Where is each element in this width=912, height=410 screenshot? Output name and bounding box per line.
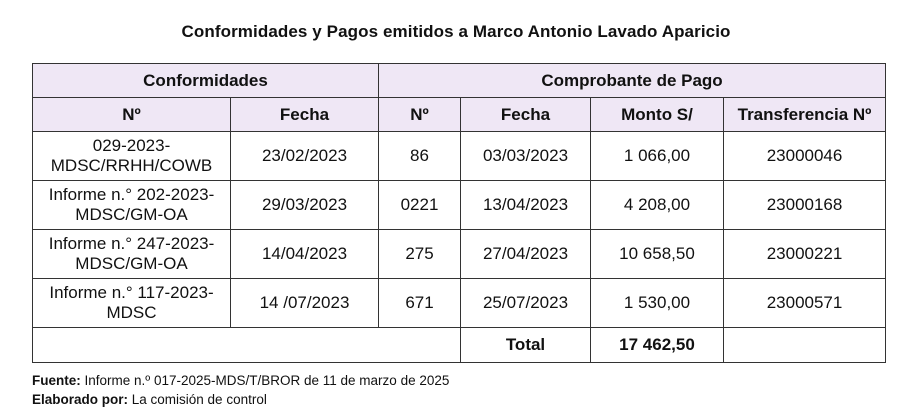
cell-pago-no: 671 [379, 279, 461, 328]
cell-monto: 1 530,00 [591, 279, 724, 328]
cell-conf-no: Informe n.° 202-2023-MDSC/GM-OA [33, 181, 231, 230]
cell-conf-fecha: 14/04/2023 [231, 230, 379, 279]
group-header-conformidades: Conformidades [33, 64, 379, 98]
cell-pago-no: 275 [379, 230, 461, 279]
table-row [33, 279, 886, 328]
cell-pago-no: 86 [379, 132, 461, 181]
column-header-row [33, 98, 886, 132]
cell-pago-fecha: 27/04/2023 [461, 230, 591, 279]
cell-conf-no: 029-2023-MDSC/RRHH/COWB [33, 132, 231, 181]
cell-pago-fecha: 03/03/2023 [461, 132, 591, 181]
prepared-label: Elaborado por: [32, 392, 129, 407]
cell-monto: 4 208,00 [591, 181, 724, 230]
cell-monto: 1 066,00 [591, 132, 724, 181]
cell-transferencia: 23000571 [724, 279, 886, 328]
cell-transferencia: 23000046 [724, 132, 886, 181]
cell-transferencia: 23000221 [724, 230, 886, 279]
column-header-pago-no: Nº [379, 98, 461, 132]
source-label: Fuente: [32, 373, 81, 388]
source-text: Informe n.º 017-2025-MDS/T/BROR de 11 de marzo de 2025 [80, 373, 450, 388]
payments-table [32, 63, 886, 363]
prepared-text: La comisión de control [128, 392, 267, 407]
cell-pago-fecha: 13/04/2023 [461, 181, 591, 230]
column-header-transferencia: Transferencia Nº [724, 98, 886, 132]
total-value: 17 462,50 [591, 328, 724, 363]
table-row [33, 181, 886, 230]
cell-conf-fecha: 29/03/2023 [231, 181, 379, 230]
total-label: Total [461, 328, 591, 363]
group-header-comprobante: Comprobante de Pago [379, 64, 886, 98]
total-row-blank [33, 328, 461, 363]
column-header-conf-no: Nº [33, 98, 231, 132]
cell-transferencia: 23000168 [724, 181, 886, 230]
group-header-row [33, 64, 886, 98]
cell-pago-no: 0221 [379, 181, 461, 230]
cell-conf-fecha: 14 /07/2023 [231, 279, 379, 328]
cell-monto: 10 658,50 [591, 230, 724, 279]
column-header-conf-fecha: Fecha [231, 98, 379, 132]
prepared-by-note [32, 392, 267, 407]
cell-conf-no: Informe n.° 117-2023-MDSC [33, 279, 231, 328]
table-row [33, 132, 886, 181]
column-header-pago-fecha: Fecha [461, 98, 591, 132]
total-row-blank-end [724, 328, 886, 363]
document-title: Conformidades y Pagos emitidos a Marco Antonio Lavado Aparicio [181, 22, 731, 41]
total-row [33, 328, 886, 363]
table-row [33, 230, 886, 279]
column-header-monto: Monto S/ [591, 98, 724, 132]
cell-pago-fecha: 25/07/2023 [461, 279, 591, 328]
source-note [32, 373, 449, 388]
cell-conf-fecha: 23/02/2023 [231, 132, 379, 181]
cell-conf-no: Informe n.° 247-2023-MDSC/GM-OA [33, 230, 231, 279]
